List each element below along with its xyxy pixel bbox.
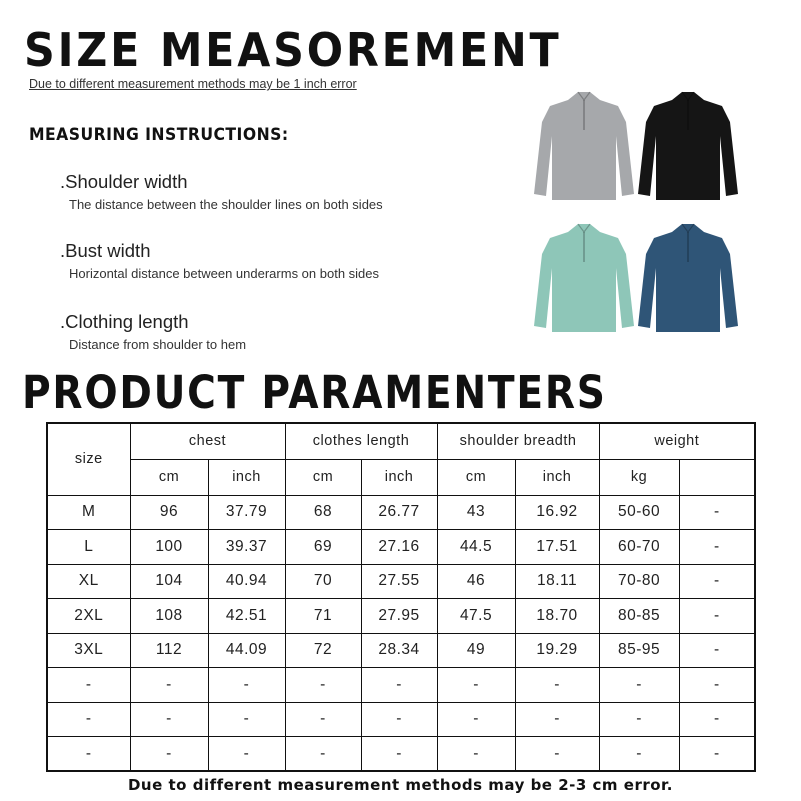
header-weight: weight xyxy=(599,423,755,459)
value-cell: - xyxy=(515,737,599,772)
value-cell: 47.5 xyxy=(437,599,515,634)
table-group-header-row xyxy=(47,423,755,459)
value-cell: - xyxy=(599,702,679,737)
header-size: size xyxy=(47,423,130,495)
size-cell: XL xyxy=(47,564,130,599)
value-cell: 18.11 xyxy=(515,564,599,599)
instruction-description: Distance from shoulder to hem xyxy=(69,337,247,352)
value-cell: 27.55 xyxy=(361,564,437,599)
value-cell: - xyxy=(437,737,515,772)
value-cell: 71 xyxy=(285,599,361,634)
instruction-clothing-length xyxy=(60,311,246,352)
unit-cell: kg xyxy=(599,459,679,495)
table-row xyxy=(47,599,755,634)
instruction-title: .Bust width xyxy=(60,240,151,261)
value-cell: - xyxy=(437,668,515,703)
size-cell: 3XL xyxy=(47,633,130,668)
size-cell: M xyxy=(47,495,130,530)
value-cell: 68 xyxy=(285,495,361,530)
value-cell: 112 xyxy=(130,633,208,668)
value-cell: - xyxy=(679,495,755,530)
value-cell: - xyxy=(361,702,437,737)
table-row xyxy=(47,530,755,565)
instruction-title: .Clothing length xyxy=(60,311,189,332)
unit-cell: inch xyxy=(515,459,599,495)
instruction-description: Horizontal distance between underarms on both sides xyxy=(69,266,380,281)
measurement-error-note: Due to different measurement methods may be 1 inch error xyxy=(29,77,357,91)
value-cell: 16.92 xyxy=(515,495,599,530)
shirt-black-shape xyxy=(638,92,738,200)
value-cell: - xyxy=(679,564,755,599)
value-cell: - xyxy=(208,737,285,772)
value-cell: - xyxy=(208,668,285,703)
value-cell: - xyxy=(679,668,755,703)
value-cell: - xyxy=(599,737,679,772)
shirt-mint-shape xyxy=(534,224,634,332)
value-cell: - xyxy=(679,633,755,668)
header-chest: chest xyxy=(130,423,285,459)
value-cell: - xyxy=(285,737,361,772)
value-cell: - xyxy=(679,737,755,772)
value-cell: 44.09 xyxy=(208,633,285,668)
shirt-grey xyxy=(534,92,634,200)
product-shirts-image xyxy=(526,78,746,340)
header-clothes-length: clothes length xyxy=(285,423,437,459)
value-cell: 85-95 xyxy=(599,633,679,668)
value-cell: - xyxy=(130,737,208,772)
shirt-mint xyxy=(534,224,634,332)
value-cell: 70-80 xyxy=(599,564,679,599)
size-cell: 2XL xyxy=(47,599,130,634)
size-cell: - xyxy=(47,702,130,737)
value-cell: - xyxy=(361,737,437,772)
size-cell: - xyxy=(47,668,130,703)
value-cell: 44.5 xyxy=(437,530,515,565)
unit-cell: cm xyxy=(285,459,361,495)
table-row xyxy=(47,564,755,599)
value-cell: - xyxy=(599,668,679,703)
value-cell: 46 xyxy=(437,564,515,599)
value-cell: - xyxy=(285,668,361,703)
measuring-instructions-heading: MEASURING INSTRUCTIONS: xyxy=(29,125,289,145)
value-cell: - xyxy=(437,702,515,737)
value-cell: 72 xyxy=(285,633,361,668)
table-body xyxy=(47,495,755,771)
value-cell: - xyxy=(285,702,361,737)
value-cell: - xyxy=(679,530,755,565)
table-row xyxy=(47,495,755,530)
value-cell: 69 xyxy=(285,530,361,565)
value-cell: - xyxy=(208,702,285,737)
value-cell: 108 xyxy=(130,599,208,634)
value-cell: 80-85 xyxy=(599,599,679,634)
value-cell: - xyxy=(679,599,755,634)
table-row xyxy=(47,702,755,737)
value-cell: 40.94 xyxy=(208,564,285,599)
header-shoulder-breadth: shoulder breadth xyxy=(437,423,599,459)
shirt-grey-shape xyxy=(534,92,634,200)
value-cell: 27.95 xyxy=(361,599,437,634)
value-cell: - xyxy=(679,702,755,737)
value-cell: 27.16 xyxy=(361,530,437,565)
table-row xyxy=(47,668,755,703)
instruction-bust-width xyxy=(60,240,379,281)
value-cell: 42.51 xyxy=(208,599,285,634)
unit-cell: inch xyxy=(208,459,285,495)
value-cell: - xyxy=(515,702,599,737)
value-cell: 18.70 xyxy=(515,599,599,634)
shirt-navy-shape xyxy=(638,224,738,332)
value-cell: 49 xyxy=(437,633,515,668)
unit-cell: inch xyxy=(361,459,437,495)
value-cell: 104 xyxy=(130,564,208,599)
size-chart-table xyxy=(46,422,756,772)
value-cell: - xyxy=(130,702,208,737)
size-cell: L xyxy=(47,530,130,565)
shirt-navy xyxy=(638,224,738,332)
value-cell: - xyxy=(361,668,437,703)
footer-error-note: Due to different measurement methods may be 2-3 cm error. xyxy=(127,776,673,794)
value-cell: 28.34 xyxy=(361,633,437,668)
value-cell: 19.29 xyxy=(515,633,599,668)
value-cell: 43 xyxy=(437,495,515,530)
shirt-black xyxy=(638,92,738,200)
instruction-description: The distance between the shoulder lines on both sides xyxy=(69,197,383,212)
value-cell: 17.51 xyxy=(515,530,599,565)
size-measurement-title: SIZE MEASOREMENT xyxy=(24,23,562,77)
value-cell: 50-60 xyxy=(599,495,679,530)
value-cell: 26.77 xyxy=(361,495,437,530)
instruction-title: .Shoulder width xyxy=(60,171,188,192)
product-parameters-title: PRODUCT PARAMENTERS xyxy=(22,366,607,419)
value-cell: 39.37 xyxy=(208,530,285,565)
value-cell: - xyxy=(515,668,599,703)
value-cell: 70 xyxy=(285,564,361,599)
table-row xyxy=(47,633,755,668)
table-unit-header-row xyxy=(47,459,755,495)
size-cell: - xyxy=(47,737,130,772)
unit-cell xyxy=(679,459,755,495)
value-cell: 96 xyxy=(130,495,208,530)
value-cell: 37.79 xyxy=(208,495,285,530)
unit-cell: cm xyxy=(130,459,208,495)
instruction-shoulder-width xyxy=(60,171,383,212)
value-cell: 60-70 xyxy=(599,530,679,565)
table-row xyxy=(47,737,755,772)
value-cell: 100 xyxy=(130,530,208,565)
value-cell: - xyxy=(130,668,208,703)
unit-cell: cm xyxy=(437,459,515,495)
